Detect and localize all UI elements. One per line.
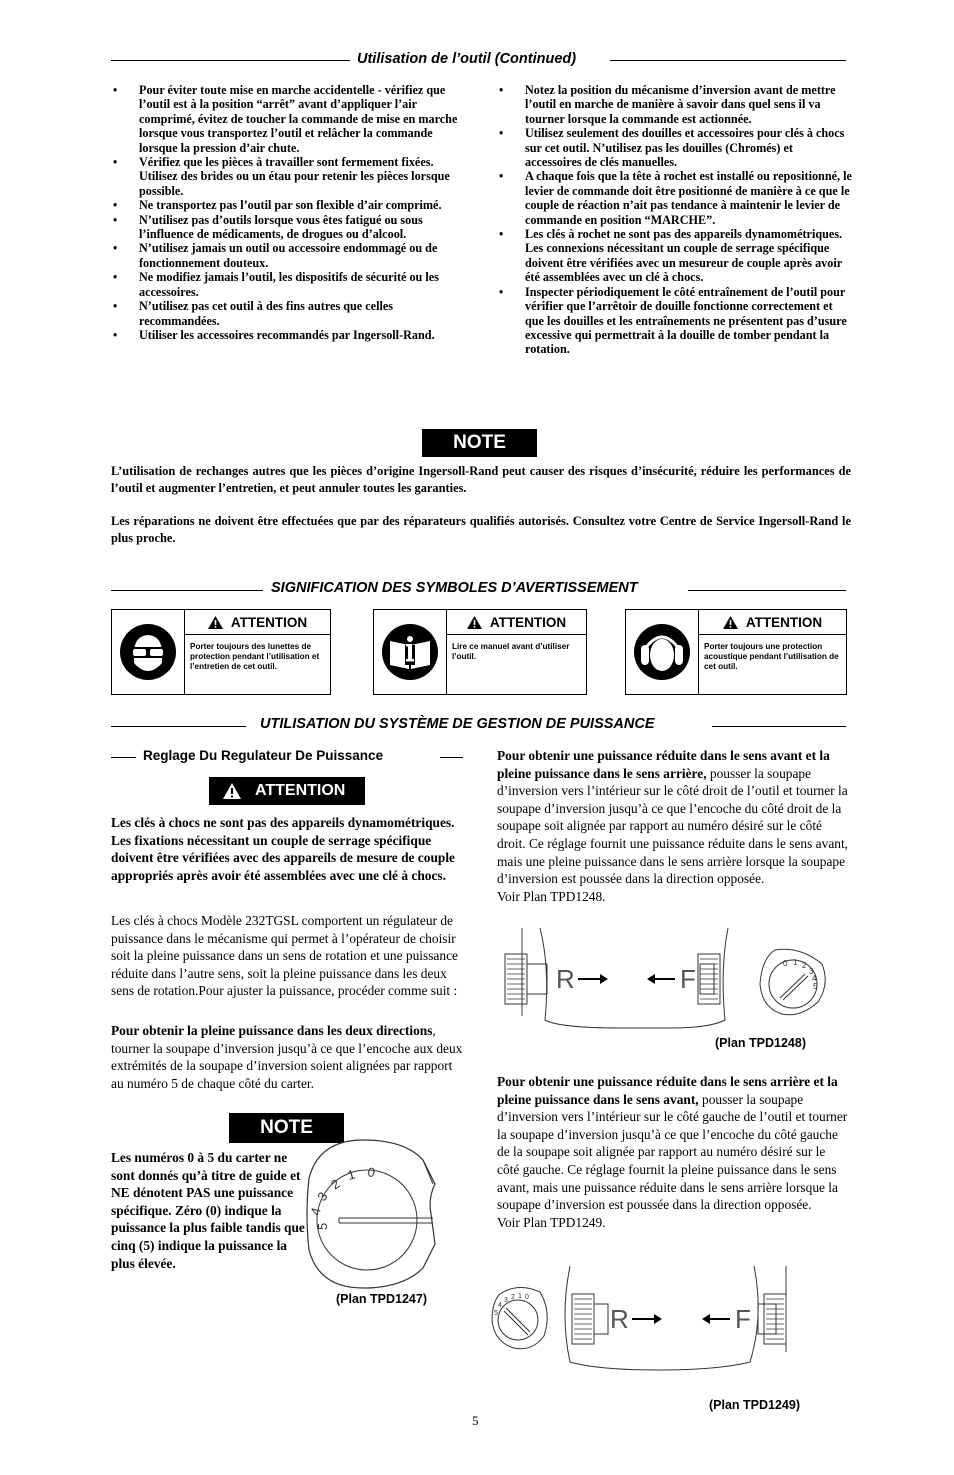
dial-1249-number-5: 5	[494, 1310, 498, 1317]
dial-number-4: 4	[307, 1205, 324, 1217]
note-paragraph-1: L’utilisation de rechanges autres que les pièces d’origine Ingersoll-Rand peut causer des risques d’insécurité, réduire les performances de l’outil et augmenter l’entretien, et peut annuler toutes les garanties.	[111, 464, 851, 495]
symbol-box-ear-protection	[625, 609, 847, 695]
letter-f-1249: F	[735, 1304, 751, 1334]
attention-label: ATTENTION	[255, 782, 346, 799]
header-rule-right	[610, 60, 846, 61]
reduced-reverse-paragraph	[497, 1073, 849, 1231]
symbol-text-1: Porter toujours des lunettes de protection pendant l’utilisation et l’entretien de cet outil.	[190, 642, 320, 672]
full-power-heading: Pour obtenir la pleine puissance dans les deux directions	[111, 1023, 433, 1038]
full-power-text: , tourner la soupape d’inversion jusqu’à ce que l’encoche aux deux extrémités de la soupape d’inversion soient alignées par rapport au numéro 5 de chaque côté du carter.	[111, 1023, 463, 1091]
dial-1248-number-4: 4	[812, 974, 817, 983]
reduced-reverse-heading: Pour obtenir une puissance réduite dans le sens arrière et la pleine puissance dans le sens avant,	[497, 1074, 838, 1107]
bullet-item: • Inspecter périodiquement le côté entraînement de l’outil pour vérifier que l’arrêtoir de douille fonctionne correctement et que les douilles et les entraînements ne présentent pas d’usure excessive qui permettrait à la douille de tomber pendant la rotation.	[497, 285, 852, 357]
valve-diagram-tpd1249	[488, 1266, 808, 1376]
full-power-paragraph	[111, 1022, 463, 1092]
bullet-item: • Pour éviter toute mise en marche accidentelle - vérifiez que l’outil est à la position “arrêt” avant d’appliquer l’air comprimé, évitez de toucher la commande de mise en marche lorsque vous transportez l’outil et relâcher la commande lorsque la pression d’air chute.	[111, 83, 463, 155]
bullet-item: • N’utilisez jamais un outil ou accessoire endommagé ou de fonctionnement douteux.	[111, 241, 463, 270]
dial-1248-number-0: 0	[783, 959, 788, 968]
bullet-item: • Vérifiez que les pièces à travailler sont fermement fixées. Utilisez des brides ou un étau pour retenir les pièces lorsque possible.	[111, 155, 463, 198]
valve-diagram-tpd1248	[500, 928, 830, 1030]
symbols-rule-right	[688, 590, 846, 591]
subtitle-rule-right	[440, 757, 463, 758]
symbol-text-3: Porter toujours une protection acoustique pendant l’utilisation de cet outil.	[704, 642, 839, 672]
reduced-forward-heading: Pour obtenir une puissance réduite dans le sens avant et la pleine puissance dans le sens arrière,	[497, 748, 830, 781]
note-banner: NOTE	[422, 429, 537, 457]
dial-1249-number-1: 1	[518, 1293, 522, 1300]
caption-tpd1248: (Plan TPD1248)	[715, 1036, 807, 1050]
dial-1248-number-5: 5	[813, 982, 818, 991]
symbol-label-3: ATTENTION	[745, 614, 823, 630]
power-intro: Les clés à chocs Modèle 232TGSL comportent un régulateur de puissance dans le mécanisme qui permet à l’opérateur de choisir soit la pleine puissance dans un sens de rotation et une puissance réduite dans l’autre sens, soit la pleine puissance dans les deux sens de rotation.Pour ajuster la puissance, procéder comme suit :	[111, 913, 458, 999]
reduced-forward-text: pousser la soupape d’inversion vers l’intérieur sur le côté droit de l’outil et tourner la soupape d’inversion jusqu’à ce que l’encoche du côté droit de la soupape soit alignée par rapport au numéro désiré sur le côté droit. Ce réglage fournit une puissance réduite dans le sens avant, mais une pleine puissance dans le sens arrière lorsque la soupape d’inversion est poussée dans la direction opposée.	[497, 765, 849, 887]
ear-protection-icon	[633, 623, 691, 681]
bullet-item: • Utiliser les accessoires recommandés par Ingersoll-Rand.	[111, 328, 463, 342]
dial-number-3: 3	[314, 1189, 331, 1204]
dial-number-5: 5	[315, 1222, 330, 1230]
see-plan-1249: Voir Plan TPD1249.	[497, 1214, 606, 1230]
dial-1249-number-3: 3	[504, 1297, 508, 1304]
right-bullet-list	[497, 83, 852, 357]
caption-tpd1249: (Plan TPD1249)	[709, 1398, 801, 1412]
caption-tpd1247: (Plan TPD1247)	[336, 1292, 428, 1306]
reduced-reverse-text: pousser la soupape d’inversion vers l’intérieur sur le côté gauche de l’outil et tourner la soupape d’inversion jusqu’à ce que l’encoche du côté gauche de la soupape soit alignée par rapport au numéro désiré sur le côté gauche. Ce réglage fournit la pleine puissance dans le sens avant, mais une puissance réduite dans le sens arrière lorsque la soupape d’inversion est poussée dans la direction opposée.	[497, 1091, 848, 1213]
dial-number-0: 0	[366, 1164, 377, 1181]
note-banner-2: NOTE	[229, 1113, 344, 1143]
attention-banner	[209, 777, 365, 805]
symbol-box-manual	[373, 609, 587, 695]
letter-r-1249: R	[610, 1304, 629, 1334]
power-rule-left	[111, 726, 246, 727]
power-title: UTILISATION DU SYSTÈME DE GESTION DE PUISSANCE	[260, 716, 655, 732]
read-manual-icon	[381, 623, 439, 681]
symbol-text-2: Lire ce manuel avant d’utiliser l’outil.	[452, 642, 570, 662]
symbols-rule-left	[111, 590, 263, 591]
bullet-item: • A chaque fois que la tête à rochet est installé ou repositionné, le levier de commande doit être positionné de manière à ce que le couple de réaction n’ait pas tendance à maintenir le levier de commande en position “MARCHE”.	[497, 169, 852, 227]
warning-triangle-icon	[223, 783, 241, 799]
power-rule-right	[712, 726, 846, 727]
symbols-title: SIGNIFICATION DES SYMBOLES D’AVERTISSEMENT	[271, 580, 638, 596]
dial-number-1: 1	[345, 1166, 357, 1183]
letter-r-1248: R	[556, 964, 575, 994]
symbol-label-1: ATTENTION	[230, 614, 308, 630]
bullet-item: • Ne transportez pas l’outil par son flexible d’air comprimé.	[111, 198, 463, 212]
page-number: 5	[472, 1413, 479, 1428]
bullet-item: • Ne modifiez jamais l’outil, les dispositifs de sécurité ou les accessoires.	[111, 270, 463, 299]
dial-1248-number-1: 1	[793, 958, 798, 967]
bullet-item: • N’utilisez pas d’outils lorsque vous êtes fatigué ou sous l’influence de médicaments, de drogues ou d’alcool.	[111, 213, 463, 242]
reduced-forward-paragraph	[497, 747, 849, 905]
safety-goggles-icon	[119, 623, 177, 681]
dial-number-2: 2	[328, 1176, 343, 1193]
warning-triangle-icon	[208, 616, 223, 629]
dial-1248-number-2: 2	[802, 961, 807, 970]
attention-text: Les clés à chocs ne sont pas des appareils dynamométriques. Les fixations nécessitant un couple de serrage spécifique doivent être vérifiées avec des appareils de mesure de couple appropriés après avoir été assemblées avec une clé à chocs.	[111, 815, 456, 883]
note-paragraph-2: Les réparations ne doivent être effectuées que par des réparateurs qualifiés autorisés. Consultez votre Centre de Service Ingersoll-Rand le plus proche.	[111, 514, 851, 545]
header-rule-left	[111, 60, 350, 61]
see-plan-1248: Voir Plan TPD1248.	[497, 888, 606, 904]
warning-triangle-icon	[723, 616, 738, 629]
header-title: Utilisation de l’outil (Continued)	[357, 51, 577, 67]
symbol-box-goggles	[111, 609, 331, 695]
power-subtitle: Reglage Du Regulateur De Puissance	[143, 748, 384, 763]
subtitle-rule-left	[111, 757, 136, 758]
left-bullet-list	[111, 83, 463, 342]
dial-note-text: Les numéros 0 à 5 du carter ne sont donnés qu’à titre de guide et NE dénotent PAS une puissance spécifique. Zéro (0) indique la puissance la plus faible tandis que cinq (5) indique la puissance la plus élevée.	[111, 1150, 305, 1271]
bullet-item: • Les clés à rochet ne sont pas des appareils dynamométriques. Les connexions nécessitant un couple de serrage spécifique doivent être vérifiées avec un mesureur de couple après avoir été assemblées avec un clé à chocs.	[497, 227, 852, 285]
dial-1249-number-4: 4	[498, 1302, 502, 1309]
dial-diagram-tpd1247	[305, 1138, 440, 1290]
dial-1248-number-3: 3	[809, 967, 814, 976]
symbol-label-2: ATTENTION	[489, 614, 567, 630]
letter-f-1248: F	[680, 964, 696, 994]
warning-triangle-icon	[467, 616, 482, 629]
bullet-item: • Utilisez seulement des douilles et accessoires pour clés à chocs sur cet outil. N’utilisez pas les douilles (Chromés) et accessoires de clés manuelles.	[497, 126, 852, 169]
bullet-item: • N’utilisez pas cet outil à des fins autres que celles recommandées.	[111, 299, 463, 328]
dial-1249-number-2: 2	[511, 1294, 515, 1301]
bullet-item: • Notez la position du mécanisme d’inversion avant de mettre l’outil en marche de manière à savoir dans quel sens il va tourner lorsque la commande est actionnée.	[497, 83, 852, 126]
dial-1249-number-0: 0	[525, 1294, 529, 1301]
